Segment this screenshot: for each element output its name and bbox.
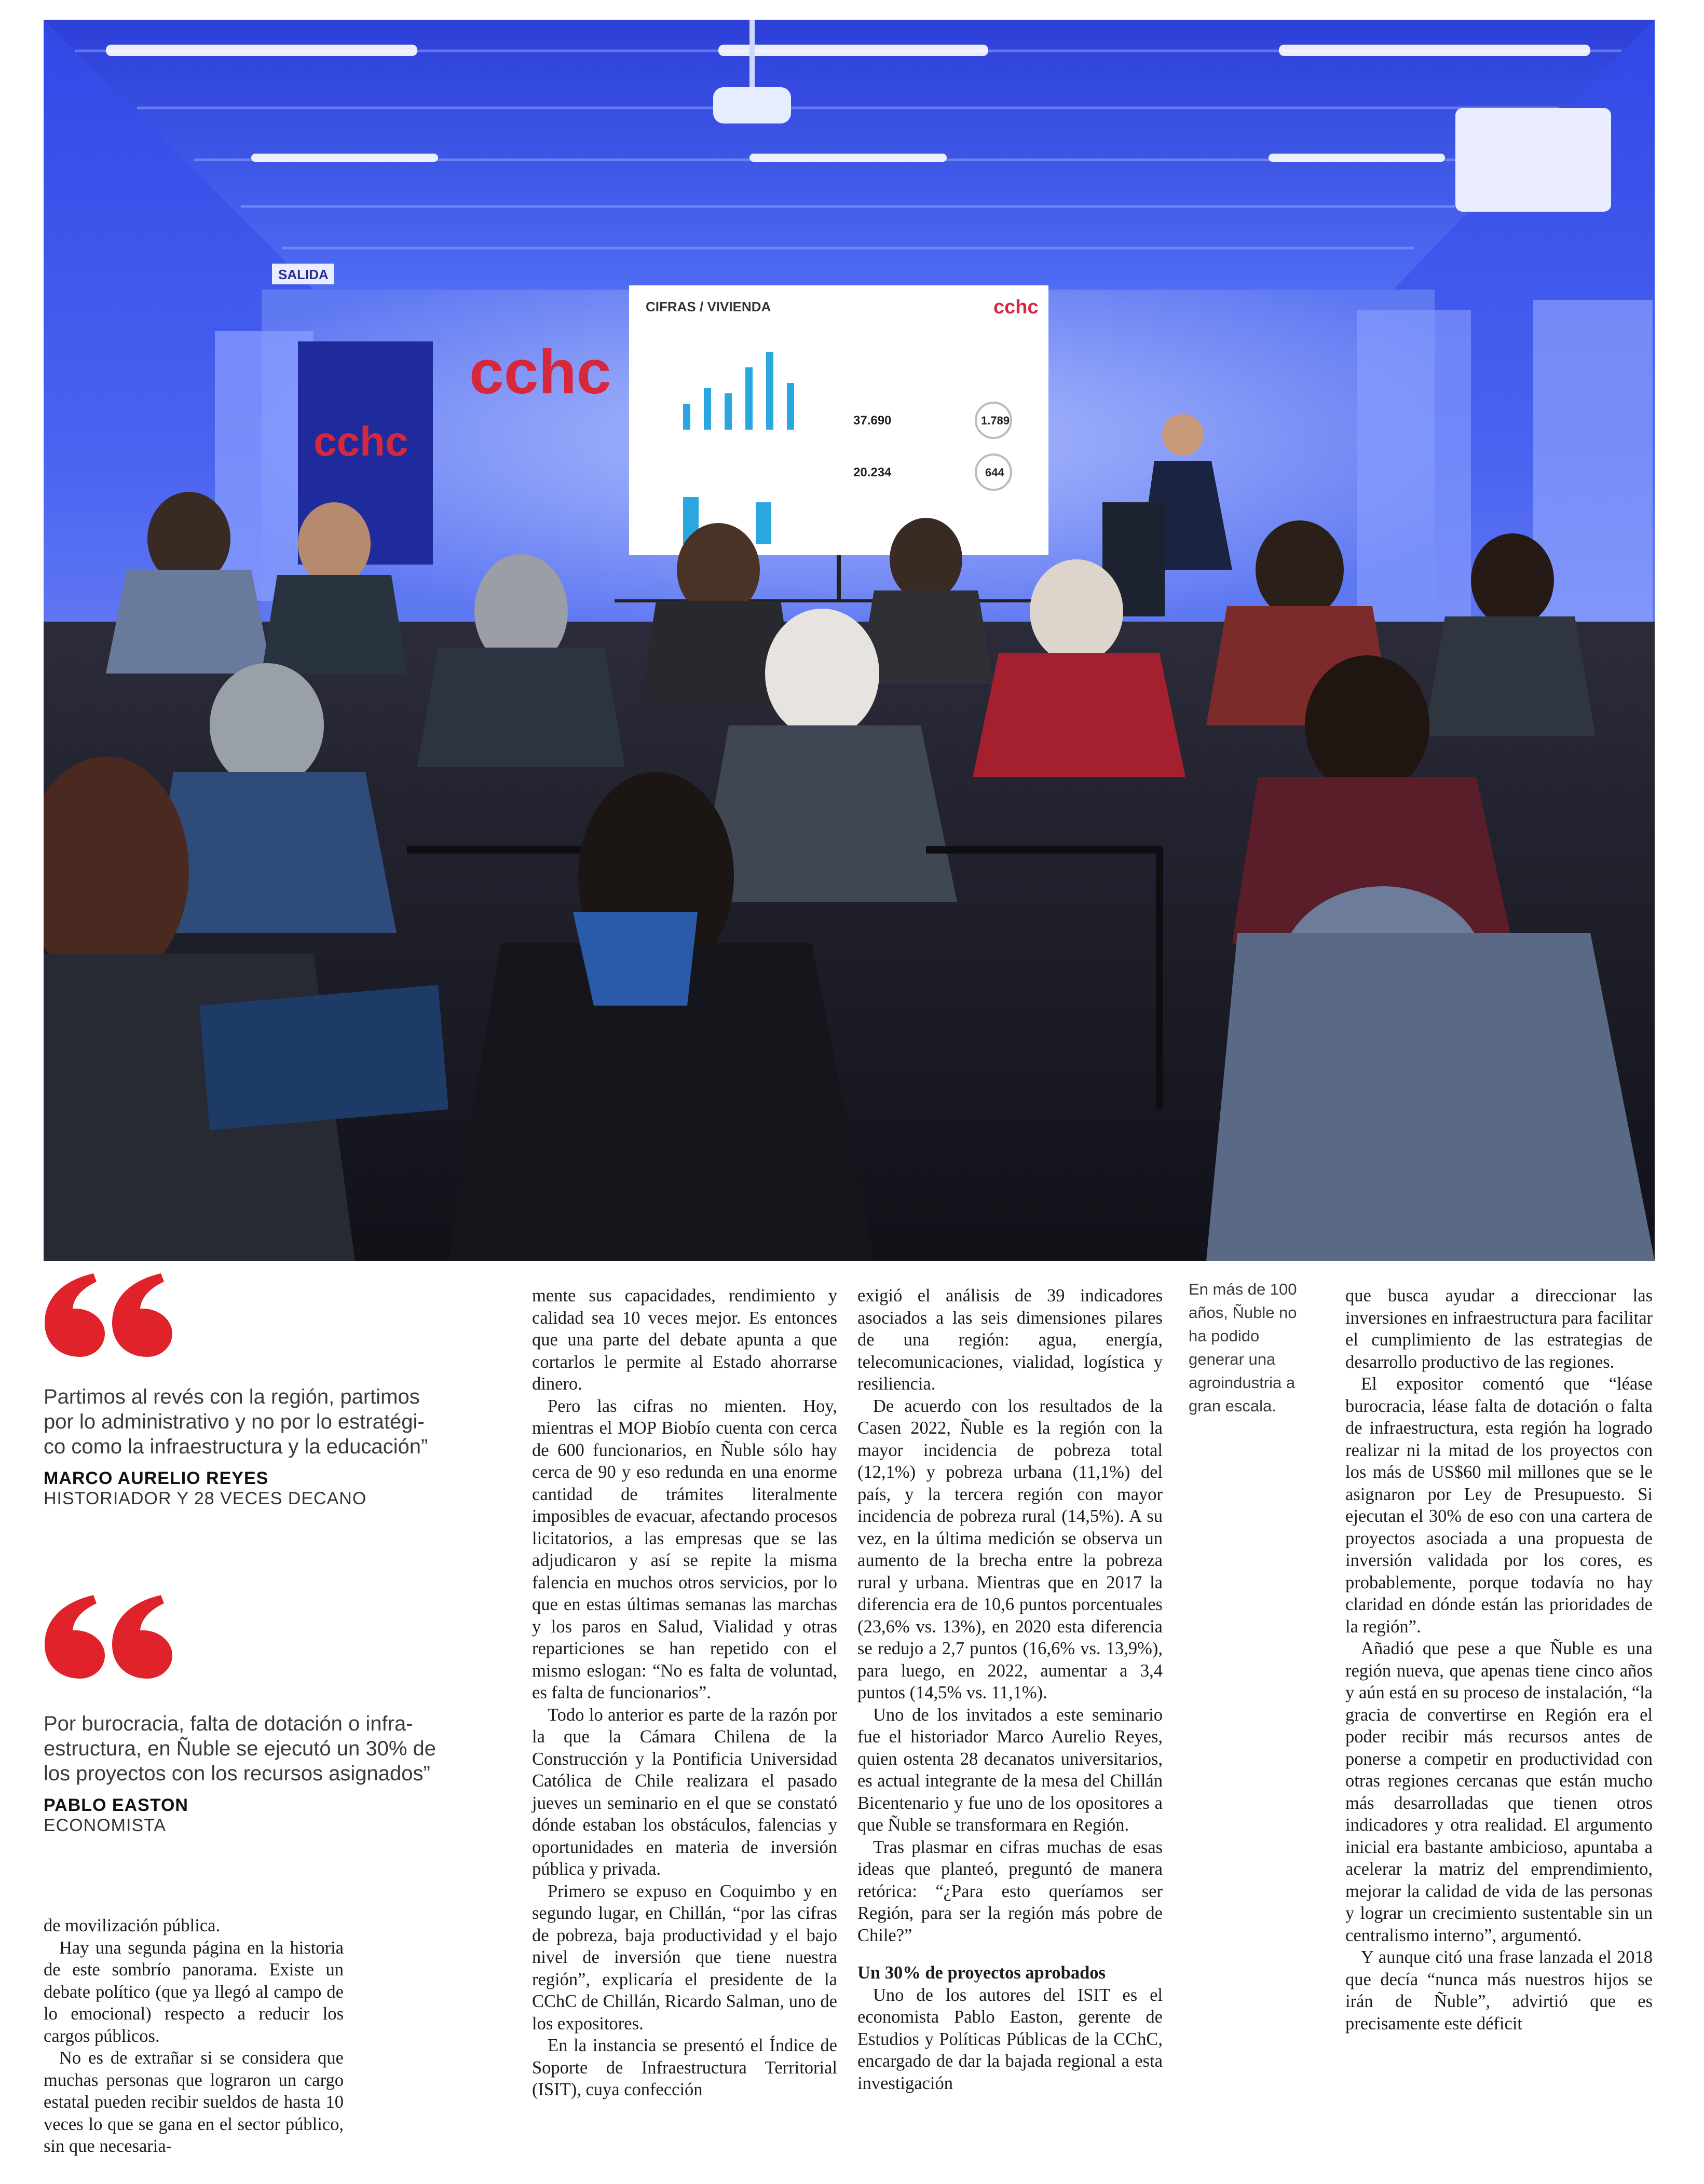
article-column-4	[1345, 1285, 1653, 2035]
paragraph: De acuerdo con los resultados de la Casen 2022, Ñuble es la región con la mayor incidencia de pobreza total (12,1%) y pobreza urbana (11,1%) del país, y la tercera región con mayor incidencia de pobreza rural (14,5%). A su vez, en la última medición se observa un aumento de la brecha entre la pobreza rural y urbana. Mientras que en 2017 la diferencia era de 10,6 puntos porcentuales (23,6% vs. 13%), en 2020 esta diferencia se redujo a 2,7 puntos (16,6% vs. 13,9%), para luego, en 2022, aumentar a 3,4 puntos (14,5% vs. 11,1%).	[857, 1396, 1163, 1702]
slide-title: CIFRAS / VIVIENDA	[646, 299, 771, 314]
paragraph: No es de extrañar si se considera que muchas personas que lograron un cargo estatal pueden recibir sueldos de hasta 10 veces lo que se gana en el sector público, sin que necesaria-	[44, 2048, 344, 2156]
quote-1-text: Partimos al revés con la región, partimos por lo administrativo y no por lo estratégi- co como la infraestructura y la educación”	[44, 1385, 428, 1458]
quote-2-text: Por burocracia, falta de dotación o infra- estructura, en Ñuble se ejecutó un 30% de los proyectos con los recursos asignados”	[44, 1712, 437, 1785]
paragraph: Uno de los invitados a este seminario fue el historiador Marco Aurelio Reyes, quien ostenta 28 decanatos universitarios, es actual integrante de la mesa del Chillán Bicentenario y fue uno de los opositores a que Ñuble se transformara en Región.	[857, 1705, 1163, 1835]
slide-stat-3: 1.789	[981, 414, 1010, 427]
quote-2-role: ECONOMISTA	[44, 1816, 167, 1835]
exit-sign: SALIDA	[278, 267, 329, 282]
paragraph: que busca ayudar a direccionar las inversiones en infraestructura para facilitar el cumplimiento de las estrategias de desarrollo productivo de las regiones.	[1345, 1286, 1653, 1372]
slide-logo: cchc	[993, 296, 1039, 318]
banner-logo: cchc	[313, 418, 408, 464]
quote-1-name: MARCO AURELIO REYES	[44, 1468, 269, 1488]
pull-quote-2	[44, 1593, 511, 1836]
article-column-2	[532, 1285, 837, 2101]
paragraph: Tras plasmar en cifras muchas de esas ideas que planteó, preguntó de manera retórica: “¿Para esto queríamos ser Región, para ser la región más pobre de Chile?”	[857, 1837, 1163, 1945]
seminar-photo	[44, 20, 1655, 1261]
quote-1-role: HISTORIADOR Y 28 VECES DECANO	[44, 1489, 367, 1508]
slide-stat-2: 20.234	[853, 465, 892, 479]
paragraph: Hay una segunda página en la historia de este sombrío panorama. Existe un debate político (que ya llegó al campo de lo emocional) respecto a reducir los cargos públicos.	[44, 1938, 344, 2046]
paragraph: de movilización pública.	[44, 1916, 221, 1935]
photo-caption: En más de 100 años, Ñuble no ha podido generar una agroindustria a gran escala.	[1189, 1280, 1297, 1415]
quote-marks-icon	[44, 1271, 184, 1359]
paragraph: Añadió que pese a que Ñuble es una región nueva, que apenas tiene cinco años y aún está en su proceso de instalación, “la gracia de convertirse en Región era el poder recibir más recursos antes de ponerse a competir en productividad con otras regiones cercanas que están mucho más desarrolladas que tienen otros indicadores y otra realidad. El argumento inicial era bastante ambicioso, apuntaba a acelerar la matriz del emprendimiento, mejorar la calidad de vida de las personas y lograr un crecimiento sustentable sin un centralismo interno”, argumentó.	[1345, 1639, 1653, 1945]
article-column-1	[44, 1915, 344, 2158]
pull-quote-1	[44, 1271, 511, 1509]
slide-stat-1: 37.690	[853, 414, 892, 428]
quote-marks-icon	[44, 1593, 184, 1681]
paragraph: exigió el análisis de 39 indicadores asociados a las seis dimensiones pilares de una región: agua, energía, telecomunicaciones, vialidad, logística y resiliencia.	[857, 1286, 1163, 1394]
paragraph: Uno de los autores del ISIT es el economista Pablo Easton, gerente de Estudios y Políticas Públicas de la CChC, encargado de dar la bajada regional a esta investigación	[857, 1985, 1163, 2093]
wall-logo: cchc	[469, 337, 611, 407]
section-heading: Un 30% de proyectos aprobados	[857, 1963, 1106, 1983]
paragraph: Pero las cifras no mienten. Hoy, mientras el MOP Biobío cuenta con cerca de 600 funcionarios, en Ñuble sólo hay cerca de 90 y eso redunda en una enorme cantidad de trámites literalmente imposibles de evacuar, afectando procesos licitatorios, a las empresas que se las adjudicaron y así se repite la misma falencia en muchos otros servicios, por lo que en estas últimas semanas las marchas y los paros en Salud, Vialidad y otras reparticiones se han repetido con el mismo eslogan: “No es falta de voluntad, es falta de funcionarios”.	[532, 1396, 837, 1702]
paragraph: Todo lo anterior es parte de la razón por la que la Cámara Chilena de la Construcción y la Pontificia Universidad Católica de Chile realizara el pasado jueves un seminario en el que se constató dónde estaban los obstáculos, falencias y oportunidades en materia de inversión pública y privada.	[532, 1705, 837, 1879]
paragraph: mente sus capacidades, rendimiento y calidad sea 10 veces mejor. Es entonces que una parte del debate apunta a que cortarlos le permite al Estado ahorrarse dinero.	[532, 1286, 837, 1394]
article-column-3	[857, 1285, 1163, 2094]
slide-stat-4: 644	[985, 466, 1004, 479]
paragraph: Y aunque citó una frase lanzada el 2018 que decía “nunca más nuestros hijos se irán de Ñuble”, advirtió que es precisamente este déficit	[1345, 1947, 1653, 2034]
paragraph: El expositor comentó que “léase burocracia, léase falta de dotación o falta de infraestructura, esta región ha logrado realizar ni la mitad de los proyectos con los más de US$60 mil millones que se le asignaron por Ley de Presupuesto. Si ejecutan el 30% de eso con una cartera de proyectos asociada a una propuesta de inversión validada por los cores, es probablemente, porque todavía no hay claridad en dónde están las prioridades de la región”.	[1345, 1374, 1653, 1637]
paragraph: En la instancia se presentó el Índice de Soporte de Infraestructura Territorial (ISIT), cuya confección	[532, 2036, 837, 2099]
quote-2-name: PABLO EASTON	[44, 1795, 188, 1815]
paragraph: Primero se expuso en Coquimbo y en segundo lugar, en Chillán, “por las cifras de pobreza, baja productividad y el bajo nivel de inversión que tiene nuestra región”, explicaría el presidente de la CChC de Chillán, Ricardo Salman, uno de los expositores.	[532, 1881, 837, 2034]
seminar-photo-illustration	[44, 20, 1655, 1261]
